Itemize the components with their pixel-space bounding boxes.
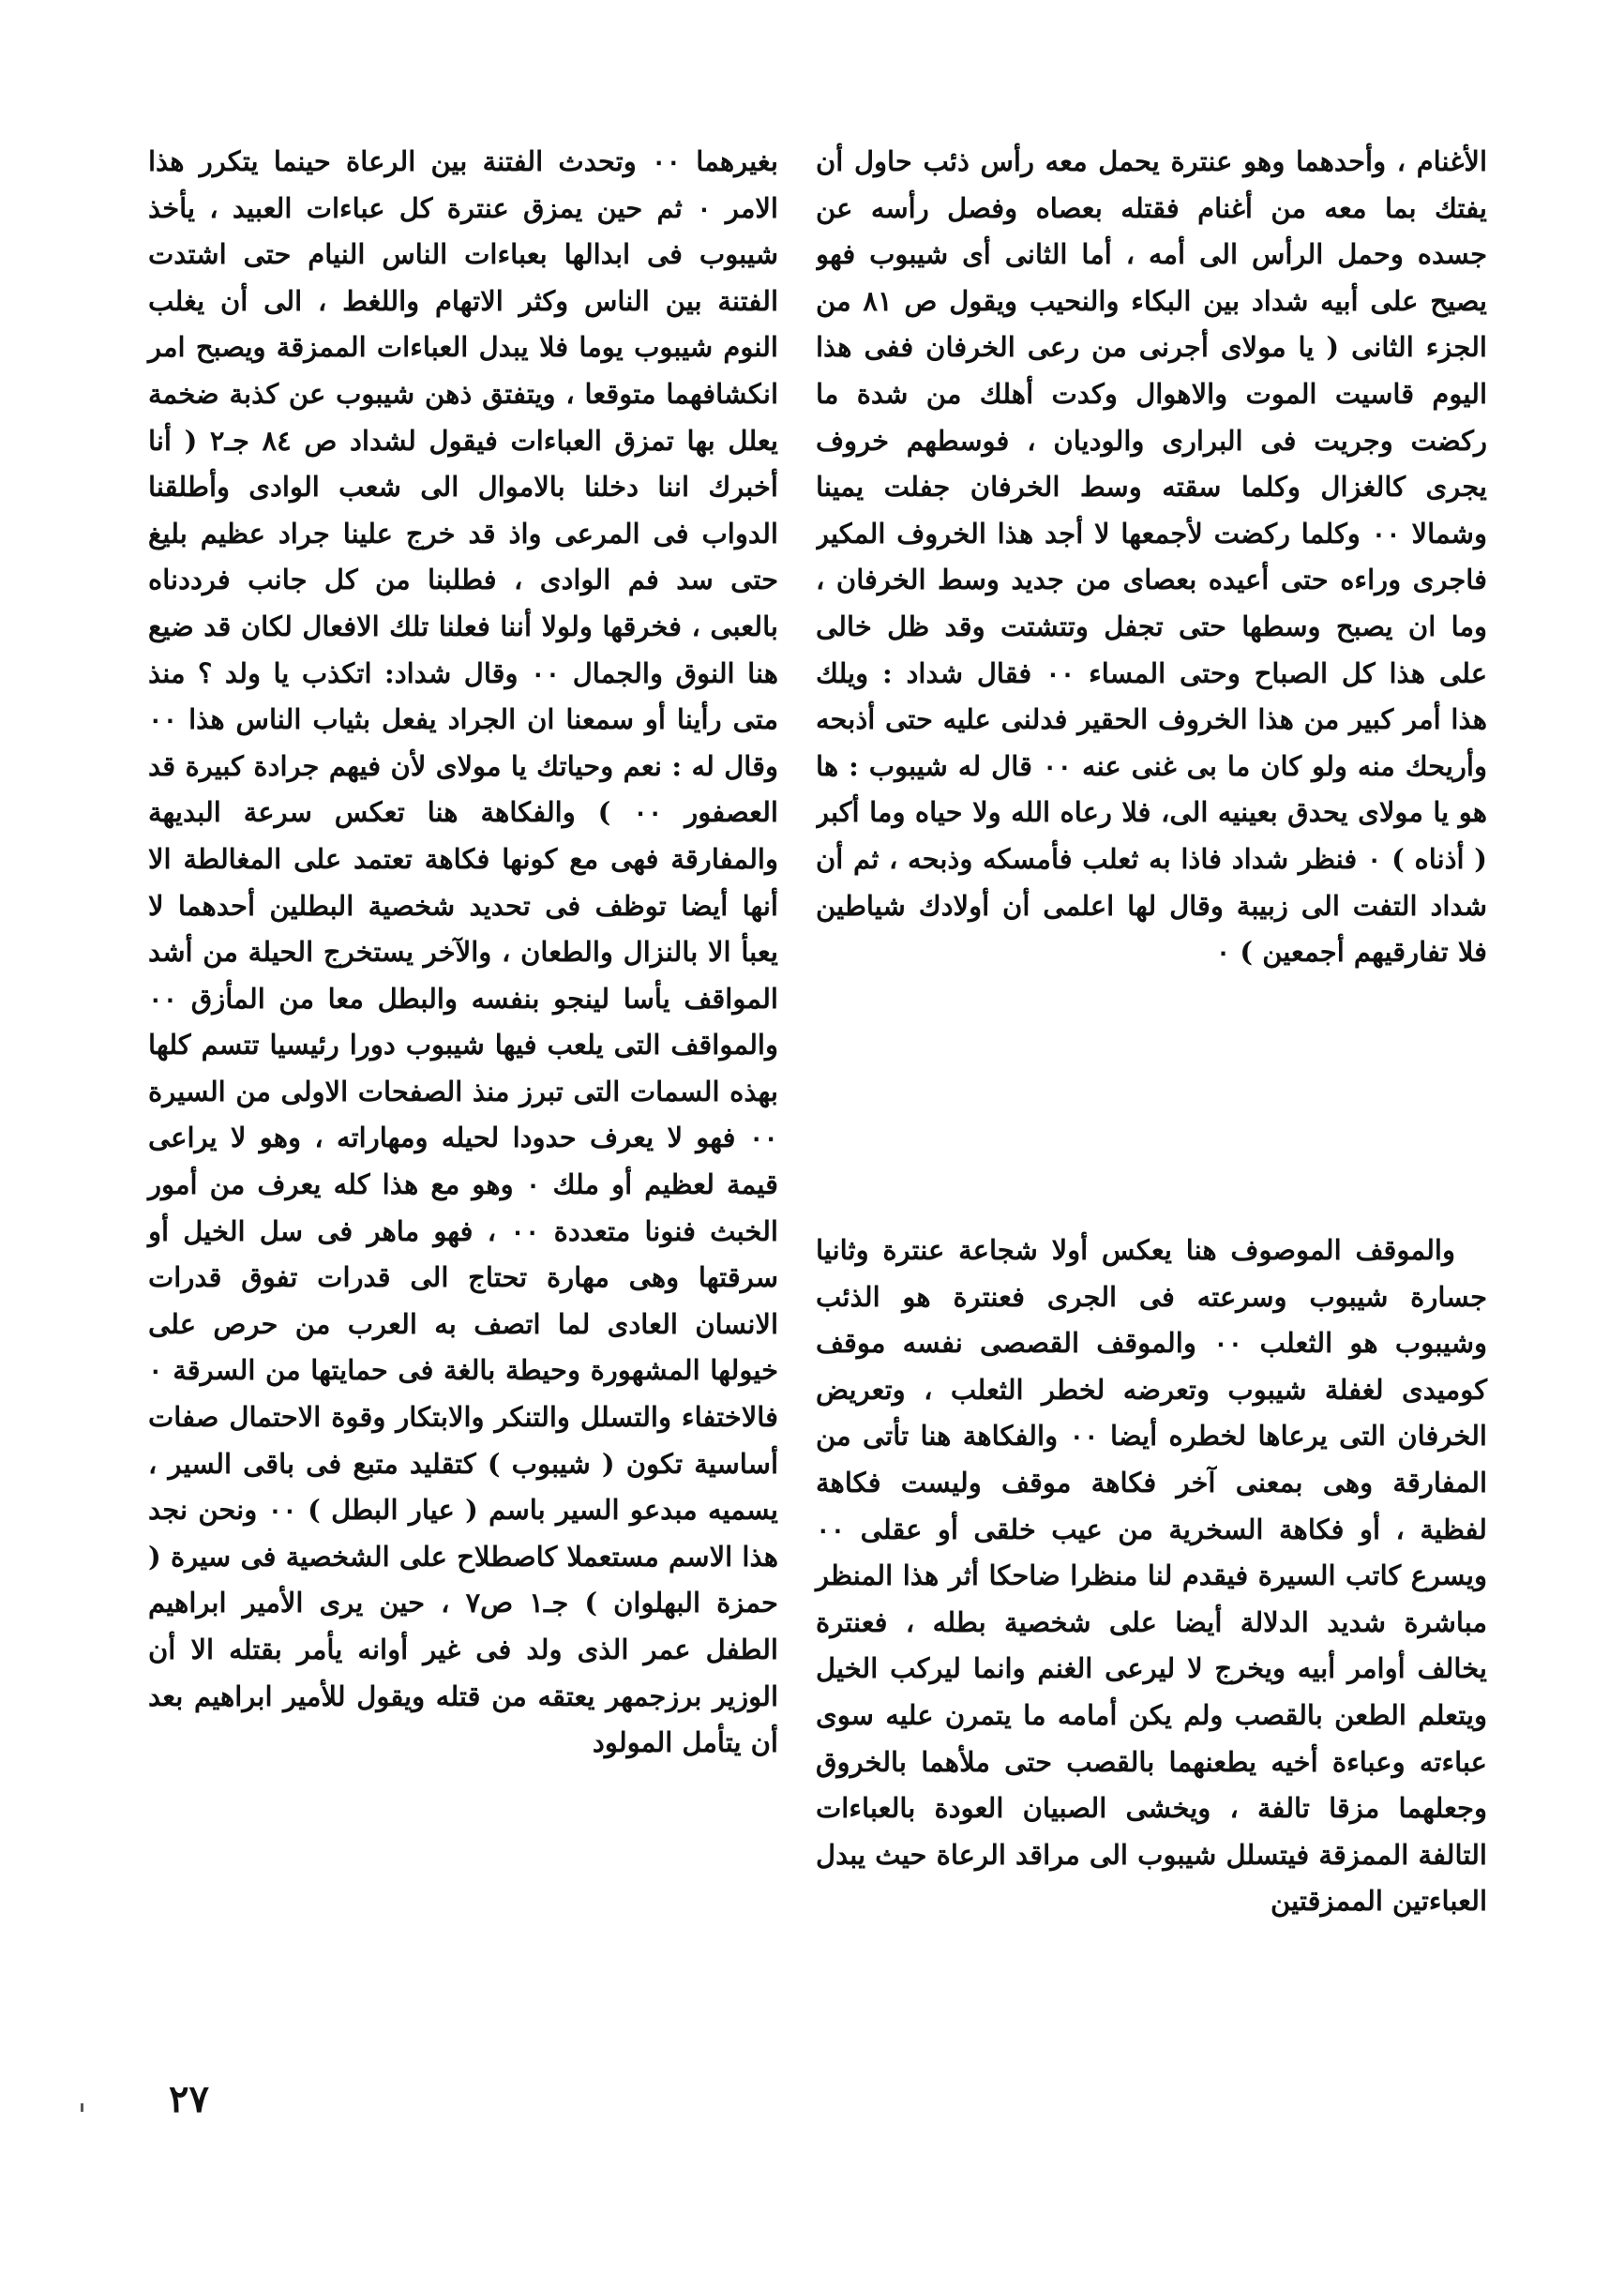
page-number: ٢٧ [169,2077,209,2121]
left-text-column [148,139,778,1767]
paragraph: الأغنام ، وأحدهما وهو عنترة يحمل معه رأس ذئب حاول أن يفتك بما معه من أغنام فقتله بعصاه وفصل رأسه عن جسده وحمل الرأس الى أمه ، أما الثانى أى شيبوب فهو يصيح على أبيه شداد بين البكاء والنحيب ويقول ص ٨١ من الجزء الثانى ( يا مولاى أجرنى من رعى الخرفان ففى هذا اليوم قاسيت الموت والاهوال وكدت أهلك من شدة ما ركضت وجريت فى البرارى والوديان ، فوسطهم خروف يجرى كالغزال وكلما سقته وسط الخرفان جفلت يمينا وشمالا ٠٠ وكلما ركضت لأجمعها لا أجد هذا الخروف المكير فاجرى وراءه حتى أعيده بعصاى من جديد وسط الخرفان ، وما ان يصبح وسطها حتى تجفل وتتشتت وقد ظل خالى على هذا كل الصباح وحتى المساء ٠٠ فقال شداد : ويلك هذا أمر كبير من هذا الخروف الحقير فدلنى عليه حتى أذبحه وأريحك منه ولو كان ما بى غنى عنه ٠٠ قال له شيبوب : ها هو يا مولاى يحدق بعينيه الى، فلا رعاه الله ولا حياه وما أكبر ( أذناه ) ٠ فنظر شداد فاذا به ثعلب فأمسكه وذبحه ، ثم أن شداد التفت الى زبيبة وقال لها اعلمى أن أولادك شياطين فلا تفارقيهم أجمعين ) ٠ [816,145,1487,969]
paragraph: بغيرهما ٠٠ وتحدث الفتنة بين الرعاة حينما يتكرر هذا الامر ٠ ثم حين يمزق عنترة كل عباءات العبيد ، يأخذ شيبوب فى ابدالها بعباءات الناس النيام حتى اشتدت الفتنة بين الناس وكثر الاتهام واللغط ، الى أن يغلب النوم شيبوب يوما فلا يبدل العباءات الممزقة ويصبح امر انكشافهما متوقعا ، ويتفتق ذهن شيبوب عن كذبة ضخمة يعلل بها تمزق العباءات فيقول لشداد ص ٨٤ جـ٢ ( أنا أخبرك اننا دخلنا بالاموال الى شعب الوادى وأطلقنا الدواب فى المرعى واذ قد خرج علينا جراد عظيم بليغ حتى سد فم الوادى ، فطلبنا من كل جانب فرددناه بالعبى ، فخرقها ولولا أننا فعلنا تلك الافعال لكان قد ضيع هنا النوق والجمال ٠٠ وقال شداد: اتكذب يا ولد ؟ منذ متى رأينا أو سمعنا ان الجراد يفعل بثياب الناس هذا ٠٠ وقال له : نعم وحياتك يا مولاى لأن فيهم جرادة كبيرة قد العصفور ٠٠ ) والفكاهة هنا تعكس سرعة البديهة والمفارقة فهى مع كونها فكاهة تعتمد على المغالطة الا أنها أيضا توظف فى تحديد شخصية البطلين أحدهما لا يعبأ الا بالنزال والطعان ، والآخر يستخرج الحيلة من أشد المواقف يأسا لينجو بنفسه والبطل معا من المأزق ٠٠ والمواقف التى يلعب فيها شيبوب دورا رئيسيا تتسم كلها بهذه السمات التى تبرز منذ الصفحات الاولى من السيرة ٠٠ فهو لا يعرف حدودا لحيله ومهاراته ، وهو لا يراعى قيمة لعظيم أو ملك ٠ وهو مع هذا كله يعرف من أمور الخبث فنونا متعددة ٠٠ ، فهو ماهر فى سل الخيل أو سرقتها وهى مهارة تحتاج الى قدرات تفوق قدرات الانسان العادى لما اتصف به العرب من حرص على خيولها المشهورة وحيطة بالغة فى حمايتها من السرقة ٠ فالاختفاء والتسلل والتنكر والابتكار وقوة الاحتمال صفات أساسية تكون ( شيبوب ) كتقليد متبع فى باقى السير ، يسميه مبدعو السير باسم ( عيار البطل ) ٠٠ ونحن نجد هذا الاسم مستعملا كاصطلاح على الشخصية فى سيرة ( حمزة البهلوان ) جـ١ ص٧ ، حين يرى الأمير ابراهيم الطفل عمر الذى ولد فى غير أوانه يأمر بقتله الا أن الوزير برزجمهر يعتقه من قتله ويقول للأمير ابراهيم بعد أن يتأمل المولود [148,145,779,1759]
scan-mark [81,2103,83,2112]
paragraph: والموقف الموصوف هنا يعكس أولا شجاعة عنترة وثانيا جسارة شيبوب وسرعته فى الجرى فعنترة هو الذئب وشيبوب هو الثعلب ٠٠ والموقف القصصى نفسه موقف كوميدى لغفلة شيبوب وتعرضه لخطر الثعلب ، وتعريض الخرفان التى يرعاها لخطره أيضا ٠٠ والفكاهة هنا تأتى من المفارقة وهى بمعنى آخر فكاهة موقف وليست فكاهة لفظية ، أو فكاهة السخرية من عيب خلقى أو عقلى ٠٠ ويسرع كاتب السيرة فيقدم لنا منظرا ضاحكا أثر هذا المنظر مباشرة شديد الدلالة أيضا على شخصية بطله ، فعنترة يخالف أوامر أبيه ويخرج لا ليرعى الغنم وانما ليركب الخيل ويتعلم الطعن بالقصب ولم يكن أمامه ما يتمرن عليه سوى عباءته وعباءة أخيه يطعنهما بالقصب حتى ملأهما بالخروق وجعلهما مزقا تالفة ، ويخشى الصبيان العودة بالعباءات التالفة الممزقة فيتسلل شيبوب الى مراقد الرعاة حيث يبدل العباءتين الممزقتين [816,1234,1487,1918]
right-text-column [816,139,1487,1925]
